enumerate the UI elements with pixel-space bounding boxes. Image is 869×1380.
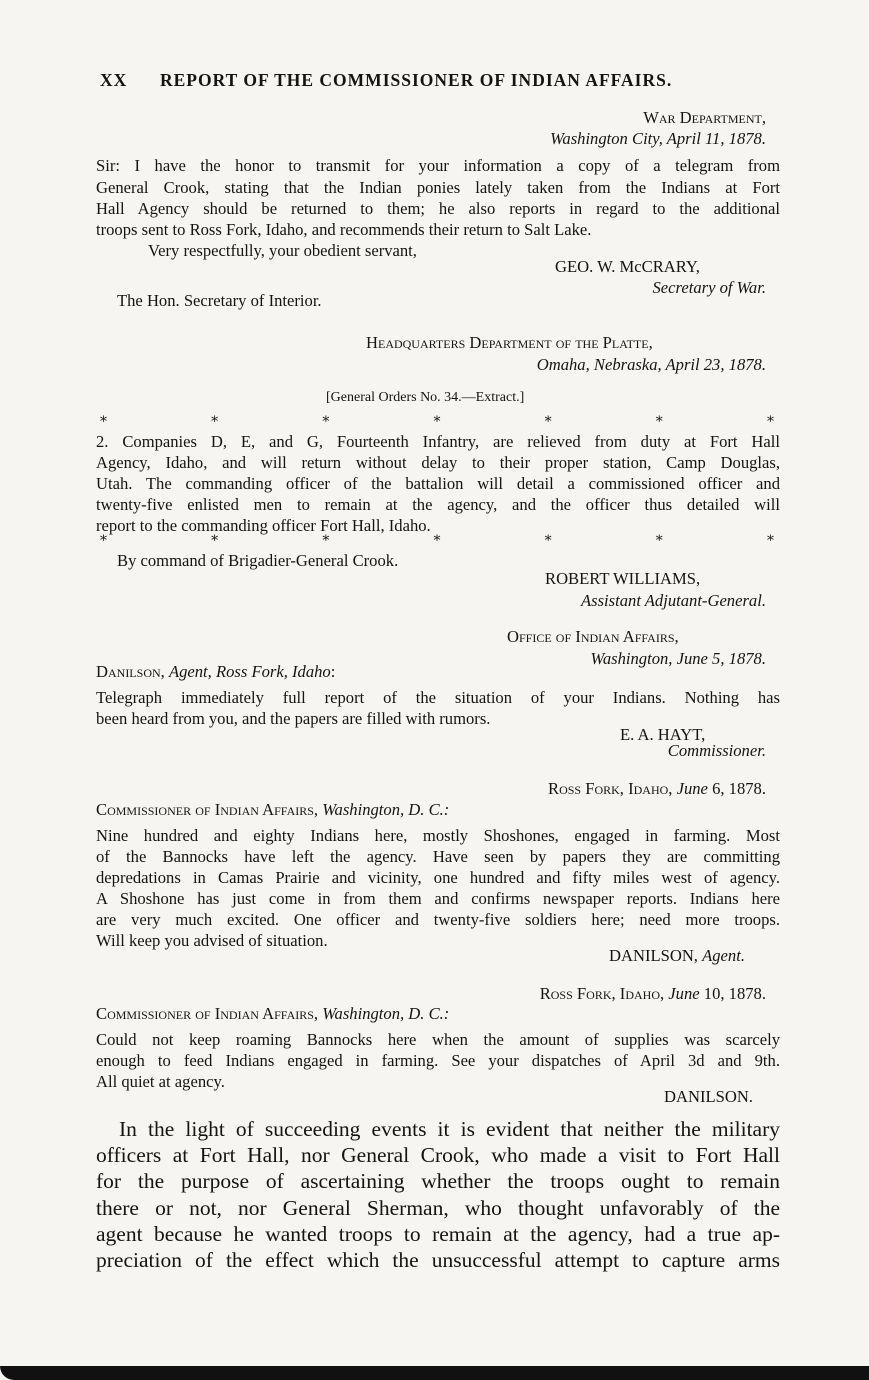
star: * (766, 414, 774, 430)
telegram1-date: Washington, June 5, 1878. (590, 649, 766, 668)
star: * (100, 533, 107, 549)
telegram2-addressee: Commissioner of Indian Affairs, Washington, D. C.: (96, 800, 450, 819)
letter1-signer: GEO. W. McCRARY, (555, 257, 700, 276)
telegram1-office: Office of Indian Affairs, (507, 627, 679, 646)
letter1-dept: War Department, (643, 108, 766, 127)
orders-body-line-4: twenty-five enlisted men to remain at the agency, and the officer thus detailed will (96, 495, 780, 514)
ellipsis-stars-top (100, 414, 774, 430)
orders-headquarters: Headquarters Department of the Platte, (366, 333, 653, 352)
page-number: XX (100, 70, 128, 90)
orders-command: By command of Brigadier-General Crook. (117, 551, 399, 570)
orders-body-line-3: Utah. The commanding officer of the battalion will detail a commissioned officer and (96, 474, 780, 493)
telegram2-body-line-1: Nine hundred and eighty Indians here, mostly Shoshones, engaged in farming. Most (96, 826, 780, 845)
telegram2-date: Ross Fork, Idaho, June 6, 1878. (548, 779, 766, 798)
telegram1-body-line-2: been heard from you, and the papers are filled with rumors. (96, 709, 491, 728)
telegram1-signer-title: Commissioner. (667, 741, 766, 760)
running-title: REPORT OF THE COMMISSIONER OF INDIAN AFFAIRS. (160, 70, 673, 90)
letter1-body-line-4: troops sent to Ross Fork, Idaho, and recommends their return to Salt Lake. (96, 220, 592, 239)
commentary-line-4: there or not, nor General Sherman, who thought unfavorably of the (96, 1195, 780, 1220)
telegram1-signer: E. A. HAYT, (620, 725, 706, 744)
star: * (655, 414, 663, 430)
telegram2-body-line-3: depredations in Camas Prairie and vicinity, one hundred and fifty miles west of agency. (96, 868, 780, 887)
orders-date: Omaha, Nebraska, April 23, 1878. (536, 355, 766, 374)
telegram3-date: Ross Fork, Idaho, June 10, 1878. (539, 984, 766, 1003)
telegram1-addressee: Danilson, Agent, Ross Fork, Idaho: (96, 662, 336, 681)
letter1-date: Washington City, April 11, 1878. (550, 129, 766, 148)
commentary-line-3: for the purpose of ascertaining whether the troops ought to remain (96, 1169, 780, 1194)
telegram1-body-line-1: Telegraph immediately full report of the situation of your Indians. Nothing has (96, 688, 780, 707)
scan-bottom-edge (0, 1366, 869, 1380)
telegram2-body-line-5: are very much excited. One officer and twenty-five soldiers here; need more troops. (96, 910, 780, 929)
telegram2-signer: DANILSON, Agent. (609, 946, 745, 965)
letter1-signer-title: Secretary of War. (652, 278, 766, 297)
star: * (100, 414, 107, 430)
commentary-line-6: preciation of the effect which the unsuccessful attempt to capture arms (96, 1248, 780, 1273)
orders-signer-title: Assistant Adjutant-General. (581, 591, 766, 610)
letter1-closing: Very respectfully, your obedient servant, (148, 241, 417, 260)
telegram3-body-line-3: All quiet at agency. (96, 1072, 225, 1091)
star: * (322, 414, 330, 430)
star: * (322, 533, 330, 549)
telegram2-body-line-6: Will keep you advised of situation. (96, 931, 328, 950)
star: * (433, 533, 441, 549)
telegram2-body-line-4: A Shoshone has just come in from them and confirms newspaper reports. Indians here (96, 889, 780, 908)
orders-body-line-2: Agency, Idaho, and will return without delay to their proper station, Camp Douglas, (96, 453, 780, 472)
telegram3-signer: DANILSON. (664, 1087, 753, 1106)
orders-body-line-1: 2. Companies D, E, and G, Fourteenth Infantry, are relieved from duty at Fort Hall (96, 432, 780, 451)
commentary-line-2: officers at Fort Hall, nor General Crook, who made a visit to Fort Hall (96, 1143, 780, 1168)
telegram3-addressee: Commissioner of Indian Affairs, Washington, D. C.: (96, 1004, 450, 1023)
running-head (100, 70, 770, 91)
star: * (211, 414, 219, 430)
orders-body-line-5: report to the commanding officer Fort Hall, Idaho. (96, 516, 431, 535)
letter1-body-line-3: Hall Agency should be returned to them; he also reports in regard to the additional (96, 199, 780, 218)
commentary-paragraph (96, 1116, 780, 1273)
commentary-line-1: In the light of succeeding events it is evident that neither the military (119, 1117, 780, 1141)
ellipsis-stars-bottom (100, 533, 774, 549)
telegram3-body-line-1: Could not keep roaming Bannocks here when the amount of supplies was scarcely (96, 1030, 780, 1049)
letter1-body-line-1: Sir: I have the honor to transmit for your information a copy of a telegram from (96, 156, 780, 175)
star: * (544, 533, 552, 549)
star: * (766, 533, 774, 549)
telegram2-body-line-2: of the Bannocks have left the agency. Have seen by papers they are committing (96, 847, 780, 866)
telegram3-body-line-2: enough to feed Indians engaged in farming. See your dispatches of April 3d and 9th. (96, 1051, 780, 1070)
letter1-addressee: The Hon. Secretary of Interior. (117, 291, 322, 310)
star: * (544, 414, 552, 430)
star: * (211, 533, 219, 549)
orders-caption: [General Orders No. 34.—Extract.] (326, 390, 525, 405)
star: * (433, 414, 441, 430)
orders-signer: ROBERT WILLIAMS, (545, 569, 701, 588)
commentary-line-5: agent because he wanted troops to remain at the agency, had a true ap- (96, 1221, 780, 1246)
letter1-body-line-2: General Crook, stating that the Indian ponies lately taken from the Indians at Fort (96, 178, 780, 197)
star: * (655, 533, 663, 549)
